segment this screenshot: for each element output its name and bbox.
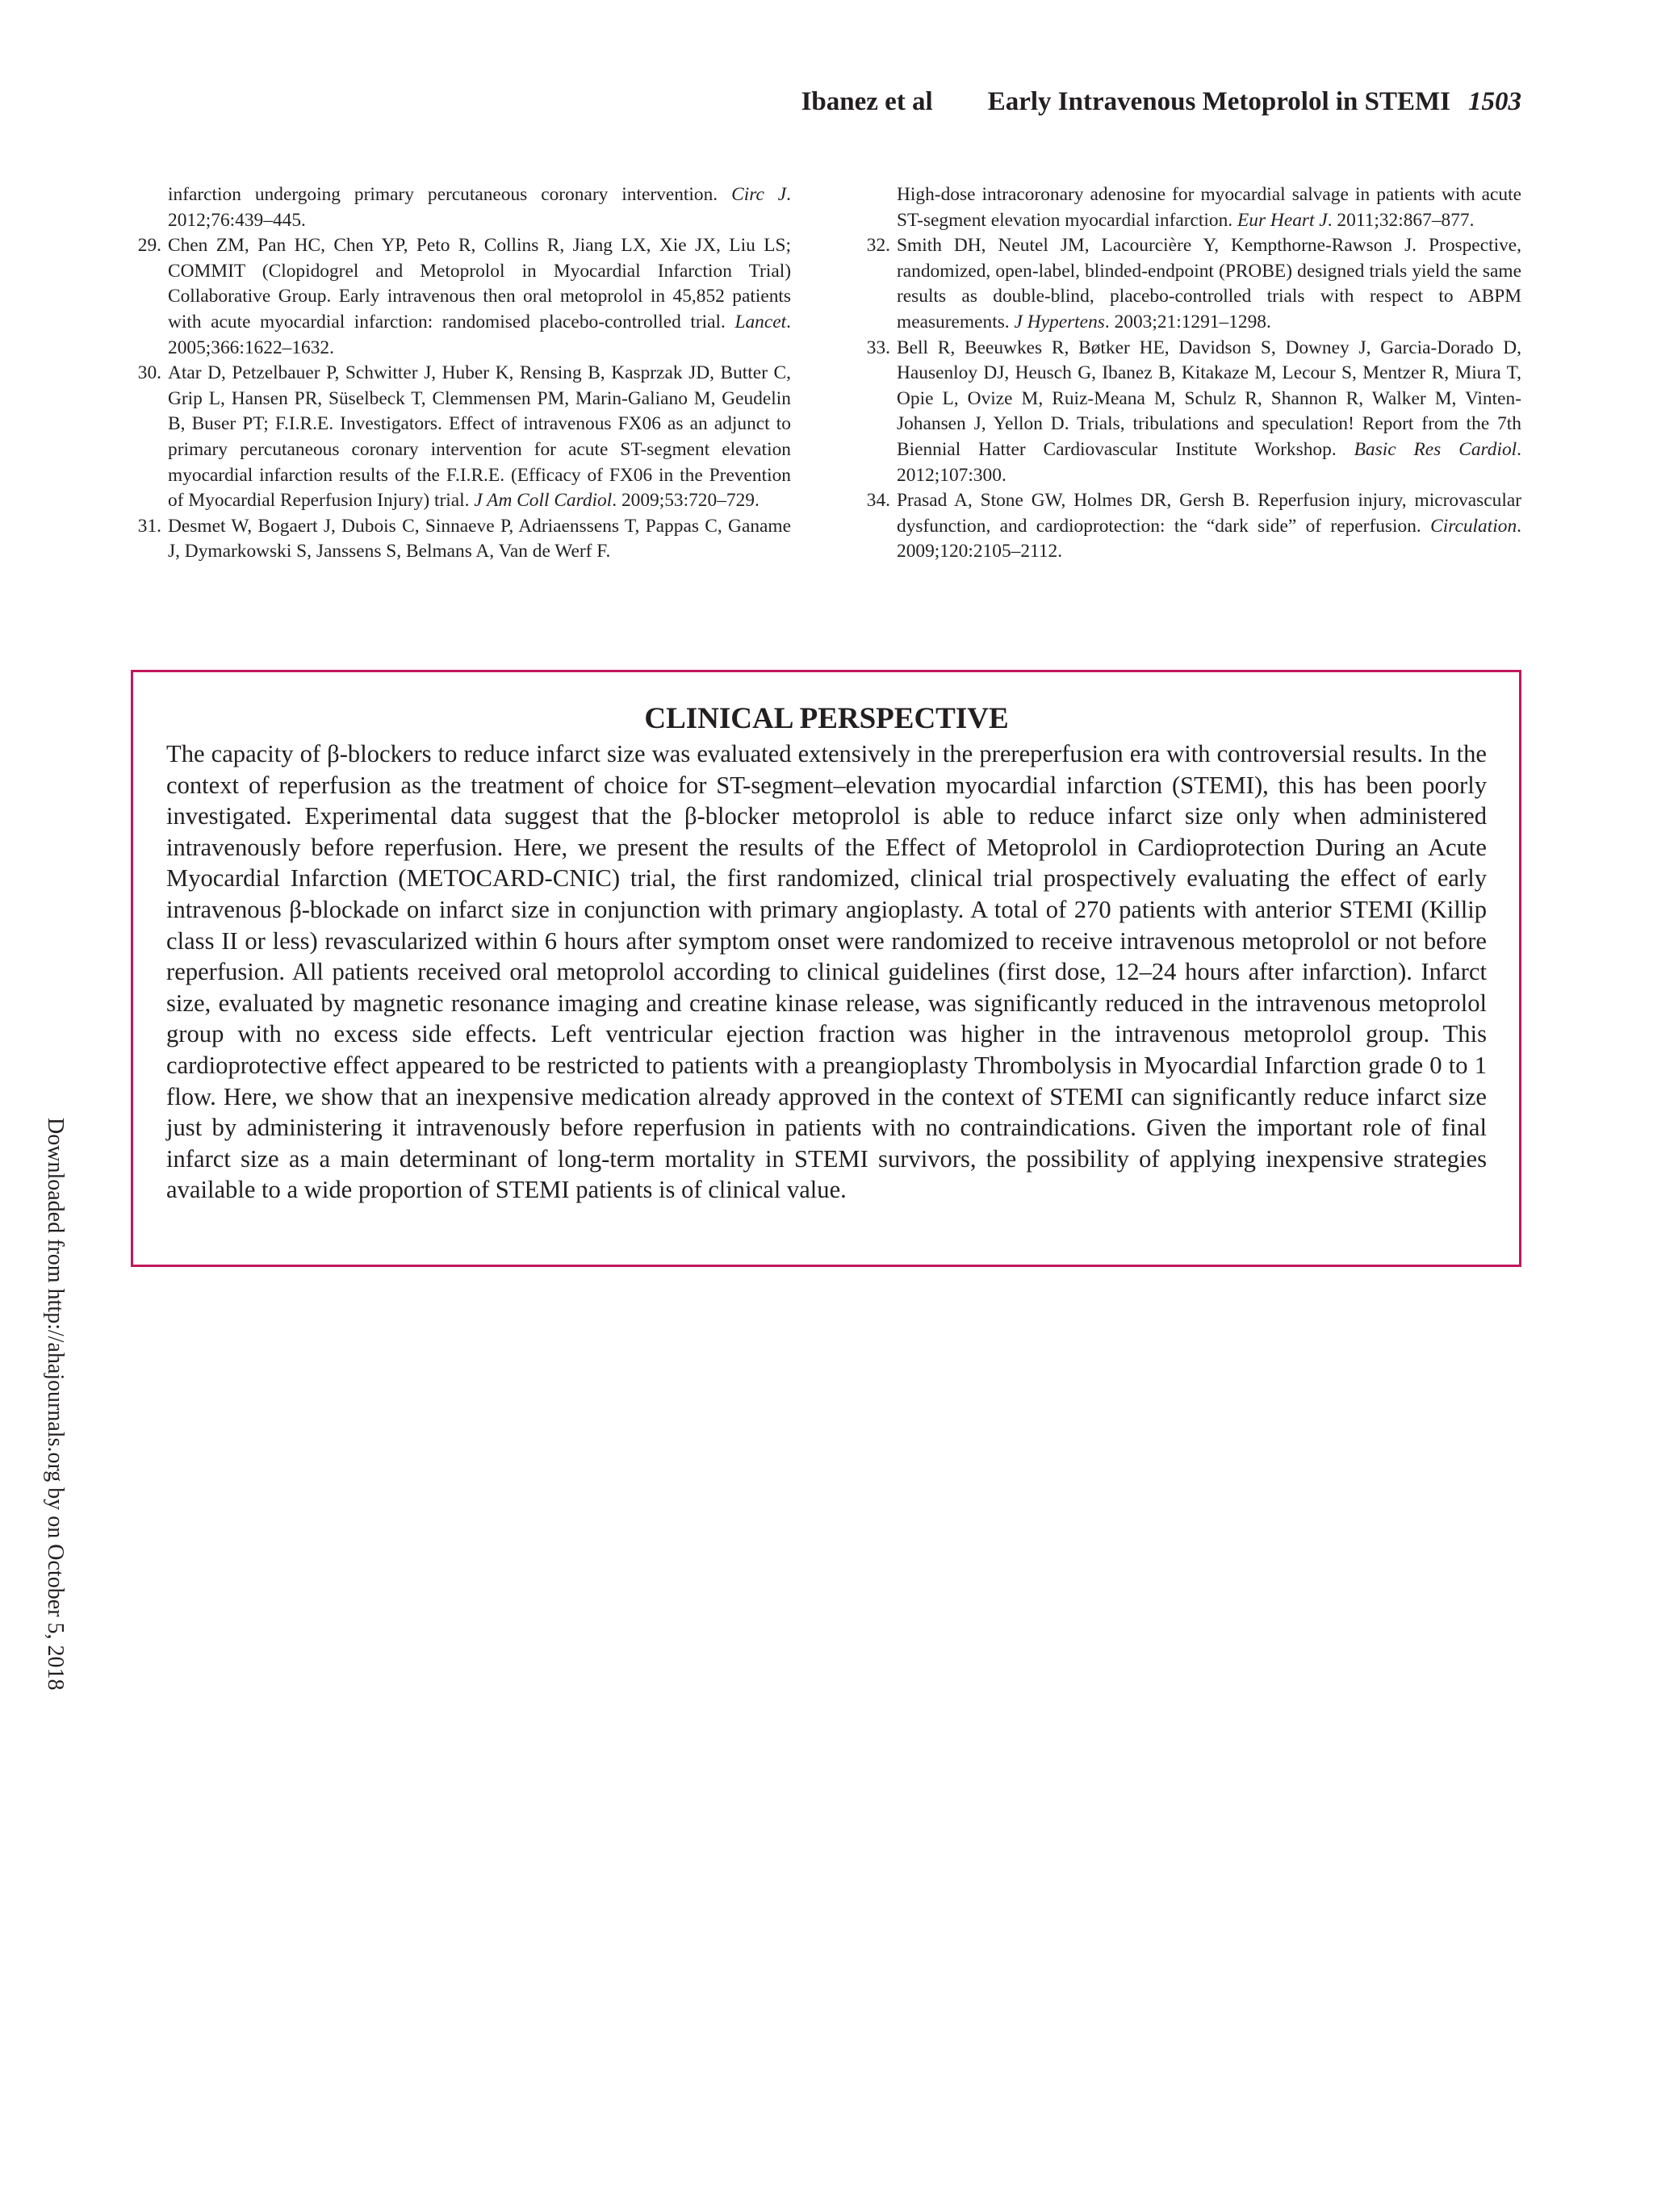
reference-tail: . 2012;107:300. [897, 438, 1521, 486]
download-watermark: Downloaded from http://ahajournals.org by on October 5, 2018 [43, 1118, 68, 1691]
clinical-perspective-box [131, 670, 1521, 1267]
reference-item [131, 182, 791, 233]
reference-journal: J Am Coll Cardiol [474, 490, 613, 512]
reference-tail: . 2011;32:867–877. [1327, 209, 1475, 231]
reference-journal: Eur Heart J [1237, 209, 1328, 231]
reference-text: infarction undergoing primary percutaneous coronary intervention. [168, 184, 732, 205]
reference-tail: . 2003;21:1291–1298. [1104, 311, 1271, 332]
reference-text: Bell R, Beeuwkes R, Bøtker HE, Davidson S, Downey J, Garcia-Dorado D, Hausenloy DJ, Heusch G, Ibanez B, Kitakaze M, Lecour S, Mentzer R, Miura T, Opie L, Ovize M, Ruiz-Meana M, Schulz R, Shannon R, Walker M, Vinten-Johansen J, Yellon D. Trials, tribulations and speculation! Report from the 7th Biennial Hatter Cardiovascular Institute Workshop. [897, 337, 1521, 460]
reference-item [860, 336, 1521, 489]
page-number: 1503 [1468, 87, 1521, 116]
reference-item [131, 233, 791, 361]
reference-item [860, 233, 1521, 335]
reference-item [131, 361, 791, 514]
running-head [710, 87, 1521, 126]
reference-number: 30. [137, 362, 161, 384]
reference-text: Smith DH, Neutel JM, Lacourcière Y, Kempthorne-Rawson J. Prospective, randomized, open-label, blinded-endpoint (PROBE) designed trials yield the same results as double-blind, placebo-controlled trials with respect to ABPM measurements. [897, 235, 1521, 332]
reference-journal: Lancet [734, 311, 787, 332]
references-right-column [860, 182, 1521, 565]
clinical-perspective-body: The capacity of β-blockers to reduce infarct size was evaluated extensively in the prereperfusion era with controversial results. In the context of reperfusion as the treatment of choice for ST-segment–elevation myocardial infarction (STEMI), this has been poorly investigated. Experimental data suggest that the β-blocker metoprolol is able to reduce infarct size only when administered intravenously before reperfusion. Here, we present the results of the Effect of Metoprolol in Cardioprotection During an Acute Myocardial Infarction (METOCARD-CNIC) trial, the first randomized, clinical trial prospectively evaluating the effect of early intravenous β-blockade on infarct size in conjunction with primary angioplasty. A total of 270 patients with anterior STEMI (Killip class II or less) revascularized within 6 hours after symptom onset were randomized to receive intravenous metoprolol or not before reperfusion. All patients received oral metoprolol according to clinical guidelines (first dose, 12–24 hours after infarction). Infarct size, evaluated by magnetic resonance imaging and creatine kinase release, was significantly reduced in the intravenous metoprolol group with no excess side effects. Left ventricular ejection fraction was higher in the intravenous metoprolol group. This cardioprotective effect appeared to be restricted to patients with a preangioplasty Thrombolysis in Myocardial Infarction grade 0 to 1 flow. Here, we show that an inexpensive medication already approved in the context of STEMI can significantly reduce infarct size just by administering it intravenously before reperfusion in patients with no contraindications. Given the important role of final infarct size as a main determinant of long-term mortality in STEMI survivors, the possibility of applying inexpensive strategies available to a wide proportion of STEMI patients is of clinical value. [166, 740, 1487, 1204]
reference-number: 29. [137, 235, 161, 257]
reference-tail: . 2005;366:1622–1632. [168, 311, 791, 358]
reference-item [131, 514, 791, 565]
running-head-authors: Ibanez et al [801, 87, 933, 116]
reference-text: Desmet W, Bogaert J, Dubois C, Sinnaeve P, Adriaenssens T, Pappas C, Ganame J, Dymarkowski S, Janssens S, Belmans A, Van de Werf F. [168, 515, 791, 562]
reference-text: Prasad A, Stone GW, Holmes DR, Gersh B. Reperfusion injury, microvascular dysfunction, and cardioprotection: the “dark side” of reperfusion. [897, 490, 1521, 537]
reference-journal: J Hypertens [1014, 311, 1105, 332]
reference-text: Chen ZM, Pan HC, Chen YP, Peto R, Collins R, Jiang LX, Xie JX, Liu LS; COMMIT (Clopidogrel and Metoprolol in Myocardial Infarction Trial) Collaborative Group. Early intravenous then oral metoprolol in 45,852 patients with acute myocardial infarction: randomised placebo-controlled trial. [168, 235, 791, 332]
reference-tail: . 2012;76:439–445. [168, 184, 792, 231]
reference-tail: . 2009;53:720–729. [612, 490, 760, 512]
reference-item [860, 182, 1521, 233]
reference-journal: Circ J [731, 184, 787, 205]
reference-number: 34. [866, 490, 890, 512]
clinical-perspective-heading: CLINICAL PERSPECTIVE [644, 702, 1009, 735]
reference-item [860, 488, 1521, 565]
running-head-title: Early Intravenous Metoprolol in STEMI [987, 87, 1450, 116]
reference-journal: Basic Res Cardiol [1354, 438, 1517, 460]
references-left-column [131, 182, 791, 565]
reference-number: 32. [866, 235, 890, 257]
reference-number: 31. [137, 515, 161, 537]
reference-text: High-dose intracoronary adenosine for myocardial salvage in patients with acute ST-segment elevation myocardial infarction. [897, 184, 1521, 231]
reference-tail: . 2009;120:2105–2112. [897, 515, 1521, 562]
reference-number: 33. [866, 337, 890, 358]
reference-journal: Circulation [1430, 515, 1517, 537]
reference-text: Atar D, Petzelbauer P, Schwitter J, Huber K, Rensing B, Kasprzak JD, Butter C, Grip L, Hansen PR, Süselbeck T, Clemmensen PM, Marin-Galiano M, Geudelin B, Buser PT; F.I.R.E. Investigators. Effect of intravenous FX06 as an adjunct to primary percutaneous coronary intervention for acute ST-segment elevation myocardial infarction results of the F.I.R.E. (Efficacy of FX06 in the Prevention of Myocardial Reperfusion Injury) trial. [168, 362, 791, 512]
